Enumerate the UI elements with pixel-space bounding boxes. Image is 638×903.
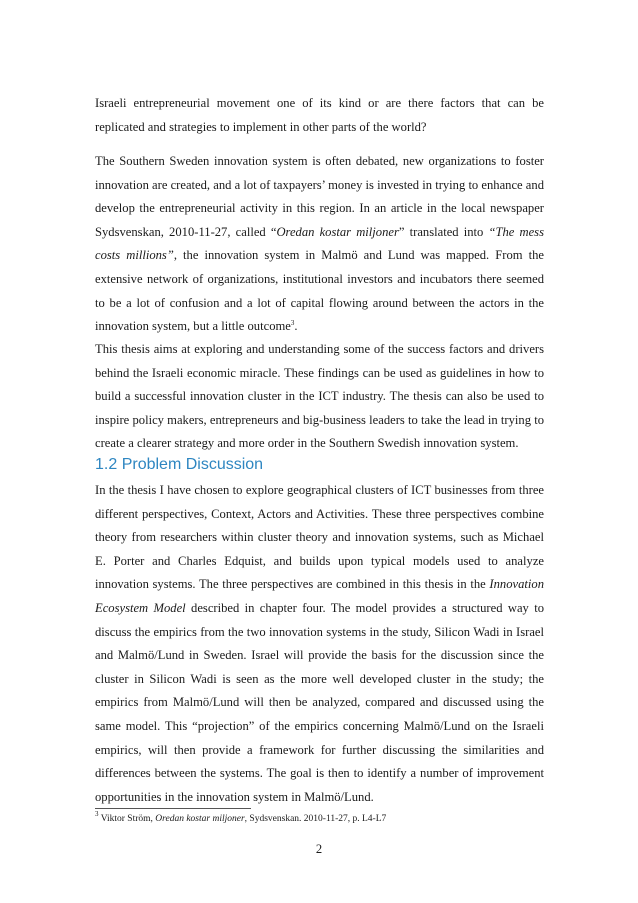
footnote-separator <box>95 808 251 809</box>
paragraph-text: , the innovation system in Malmö and Lund was mapped. From the extensive network of organizations, institutional investors and incubators there seemed to be a lot of confusion and a lot of capital flowing around between the actors in the innovation system, but a little outcome <box>95 248 544 334</box>
paragraph-text: described in chapter four. The model provides a structured way to discuss the empirics from the two innovation systems in the study, Silicon Wadi in Israel and Malmö/Lund in Sweden. Israel will provide the basis for the discussion since the cluster in Silicon Wadi is seen as the more well developed cluster in the study; the empirics from Malmö/Lund will then be analyzed, compared and discussed using the same model. This “projection” of the empirics concerning Malmö/Lund on the Israeli empirics, will then provide a framework for further discussing the similarities and differences between the systems. The goal is then to identify a number of improvement opportunities in the innovation system in Malmö/Lund. <box>95 600 544 804</box>
article-title: Oredan kostar miljoner <box>276 224 399 239</box>
footnote-reference[interactable]: 3 <box>290 319 295 328</box>
paragraph-text: This thesis aims at exploring and understanding some of the success factors and drivers behind the Israeli economic miracle. These findings can be used as guidelines in how to build a successful innovation cluster in the ICT industry. The thesis can also be used to inspire policy makers, entrepreneurs and big-business leaders to take the lead in trying to create a clearer strategy and more order in the Southern Swedish innovation system. <box>95 342 544 451</box>
model-name: Innovation Ecosystem Model <box>95 577 544 615</box>
section-heading: 1.2 Problem Discussion <box>95 456 264 473</box>
paragraph-southern-sweden <box>95 150 544 339</box>
page-number: 2 <box>315 842 323 856</box>
footnote-author: Viktor Ström, <box>98 814 156 824</box>
paragraph-text: . <box>294 319 298 334</box>
article-title-translation: “The mess costs millions” <box>95 224 544 263</box>
footnote <box>95 812 544 826</box>
paragraph-text: ” translated into <box>398 224 489 239</box>
footnote-source: , Sydsvenskan. 2010-11-27, p. L4-L7 <box>244 814 387 824</box>
paragraph-text: In the thesis I have chosen to explore geographical clusters of ICT businesses from three different perspectives, Context, Actors and Activities. These three perspectives combine theory from researchers within cluster theory and innovation systems, such as Michael E. Porter and Charles Edquist, and builds upon typical models used to analyze innovation systems. The three perspectives are combined in this thesis in the <box>95 483 544 592</box>
footnote-title: Oredan kostar miljoner <box>155 814 245 824</box>
paragraph-problem-discussion <box>95 479 544 809</box>
paragraph-thesis-aim <box>95 338 544 456</box>
paragraph-text: The Southern Sweden innovation system is often debated, new organizations to foster innovation are created, and a lot of taxpayers’ money is invested in trying to enhance and develop the entrepreneurial activity in this region. In an article in the local newspaper Sydsvenskan, 2010-11-27, called “ <box>95 154 544 239</box>
footnote-number: 3 <box>95 810 99 818</box>
paragraph-intro-continuation <box>95 92 544 139</box>
paragraph-text: Israeli entrepreneurial movement one of its kind or are there factors that can be replicated and strategies to implement in other parts of the world? <box>95 96 544 134</box>
